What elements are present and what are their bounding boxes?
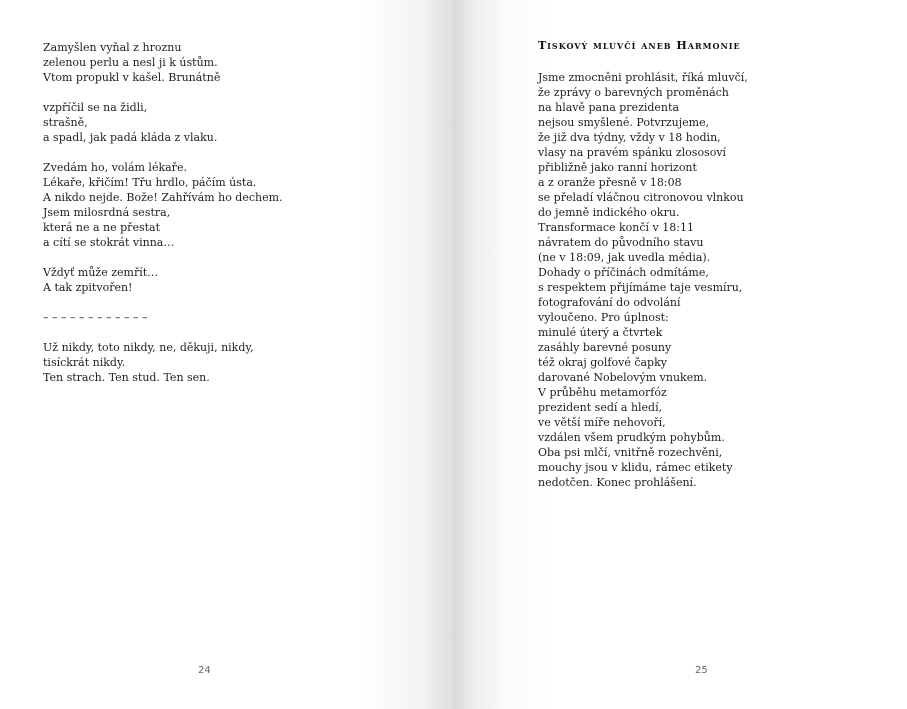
stanza-gap: [43, 295, 283, 310]
poem-line: Jsem milosrdná sestra,: [43, 206, 171, 219]
poem-title: Tiskový mluvčí aneb Harmonie: [538, 39, 741, 52]
right-page: [453, 0, 907, 709]
poem-line: Jsme zmocněni prohlásit, říká mluvčí,: [538, 71, 748, 84]
page-number-left: 24: [198, 665, 211, 676]
poem-line: že zprávy o barevných proměnách: [538, 86, 729, 99]
poem-line: V průběhu metamorfóz: [538, 386, 667, 399]
poem-line: prezident sedí a hledí,: [538, 401, 663, 414]
poem-line: zelenou perlu a nesl ji k ústům.: [43, 56, 218, 69]
poem-line: vzdálen všem prudkým pohybům.: [538, 431, 725, 444]
left-page: [0, 0, 453, 709]
poem-line: strašně,: [43, 116, 88, 129]
poem-line: minulé úterý a čtvrtek: [538, 326, 663, 339]
stanza-gap: [43, 145, 283, 160]
poem-line: Lékaře, křičím! Třu hrdlo, páčím ústa.: [43, 176, 257, 189]
poem-line: fotografování do odvolání: [538, 296, 681, 309]
poem-line: a spadl, jak padá kláda z vlaku.: [43, 131, 218, 144]
poem-line: přibližně jako ranní horizont: [538, 161, 697, 174]
poem-line: že již dva týdny, vždy v 18 hodin,: [538, 131, 721, 144]
poem-line: zasáhly barevné posuny: [538, 341, 672, 354]
poem-line: Vtom propukl v kašel. Brunátně: [43, 71, 221, 84]
poem-line: – – – – – – – – – – – –: [43, 311, 148, 324]
poem-line: a cítí se stokrát vinna…: [43, 236, 175, 249]
poem-line: Ten strach. Ten stud. Ten sen.: [43, 371, 210, 384]
stanza-gap: [43, 250, 283, 265]
poem-line: Vždyť může zemřít…: [43, 266, 159, 279]
poem-line: vyloučeno. Pro úplnost:: [538, 311, 669, 324]
poem-line: která ne a ne přestat: [43, 221, 160, 234]
poem-line: Oba psi mlčí, vnitřně rozechvěni,: [538, 446, 723, 459]
poem-line: vlasy na pravém spánku zlososoví: [538, 146, 727, 159]
poem-line: vzpříčil se na židli,: [43, 101, 148, 114]
poem-line: (ne v 18:09, jak uvedla média).: [538, 251, 711, 264]
poem-line: nedotčen. Konec prohlášení.: [538, 476, 697, 489]
poem-line: mouchy jsou v klidu, rámec etikety: [538, 461, 733, 474]
poem-line: Zamyšlen vyňal z hroznu: [43, 41, 182, 54]
right-poem: [538, 70, 748, 490]
poem-line: návratem do původního stavu: [538, 236, 704, 249]
poem-line: darované Nobelovým vnukem.: [538, 371, 708, 384]
poem-line: a z oranže přesně v 18:08: [538, 176, 682, 189]
poem-line: ve větší míře nehovoří,: [538, 416, 666, 429]
poem-line: A tak zpitvořen!: [43, 281, 133, 294]
stanza-gap: [43, 85, 283, 100]
left-poem: [43, 40, 283, 385]
poem-line: na hlavě pana prezidenta: [538, 101, 679, 114]
poem-line: do jemně indického okru.: [538, 206, 680, 219]
poem-line: Transformace končí v 18:11: [538, 221, 694, 234]
poem-line: se přeladí vláčnou citronovou vlnkou: [538, 191, 744, 204]
poem-line: Zvedám ho, volám lékaře.: [43, 161, 187, 174]
poem-line: též okraj golfové čapky: [538, 356, 667, 369]
poem-line: Dohady o příčinách odmítáme,: [538, 266, 709, 279]
poem-line: s respektem přijímáme taje vesmíru,: [538, 281, 743, 294]
page-number-right: 25: [695, 665, 708, 676]
poem-line: tisíckrát nikdy.: [43, 356, 126, 369]
poem-line: A nikdo nejde. Bože! Zahřívám ho dechem.: [43, 191, 283, 204]
poem-line: Už nikdy, toto nikdy, ne, děkuji, nikdy,: [43, 341, 254, 354]
stanza-gap: [43, 325, 283, 340]
poem-line: nejsou smyšlené. Potvrzujeme,: [538, 116, 710, 129]
